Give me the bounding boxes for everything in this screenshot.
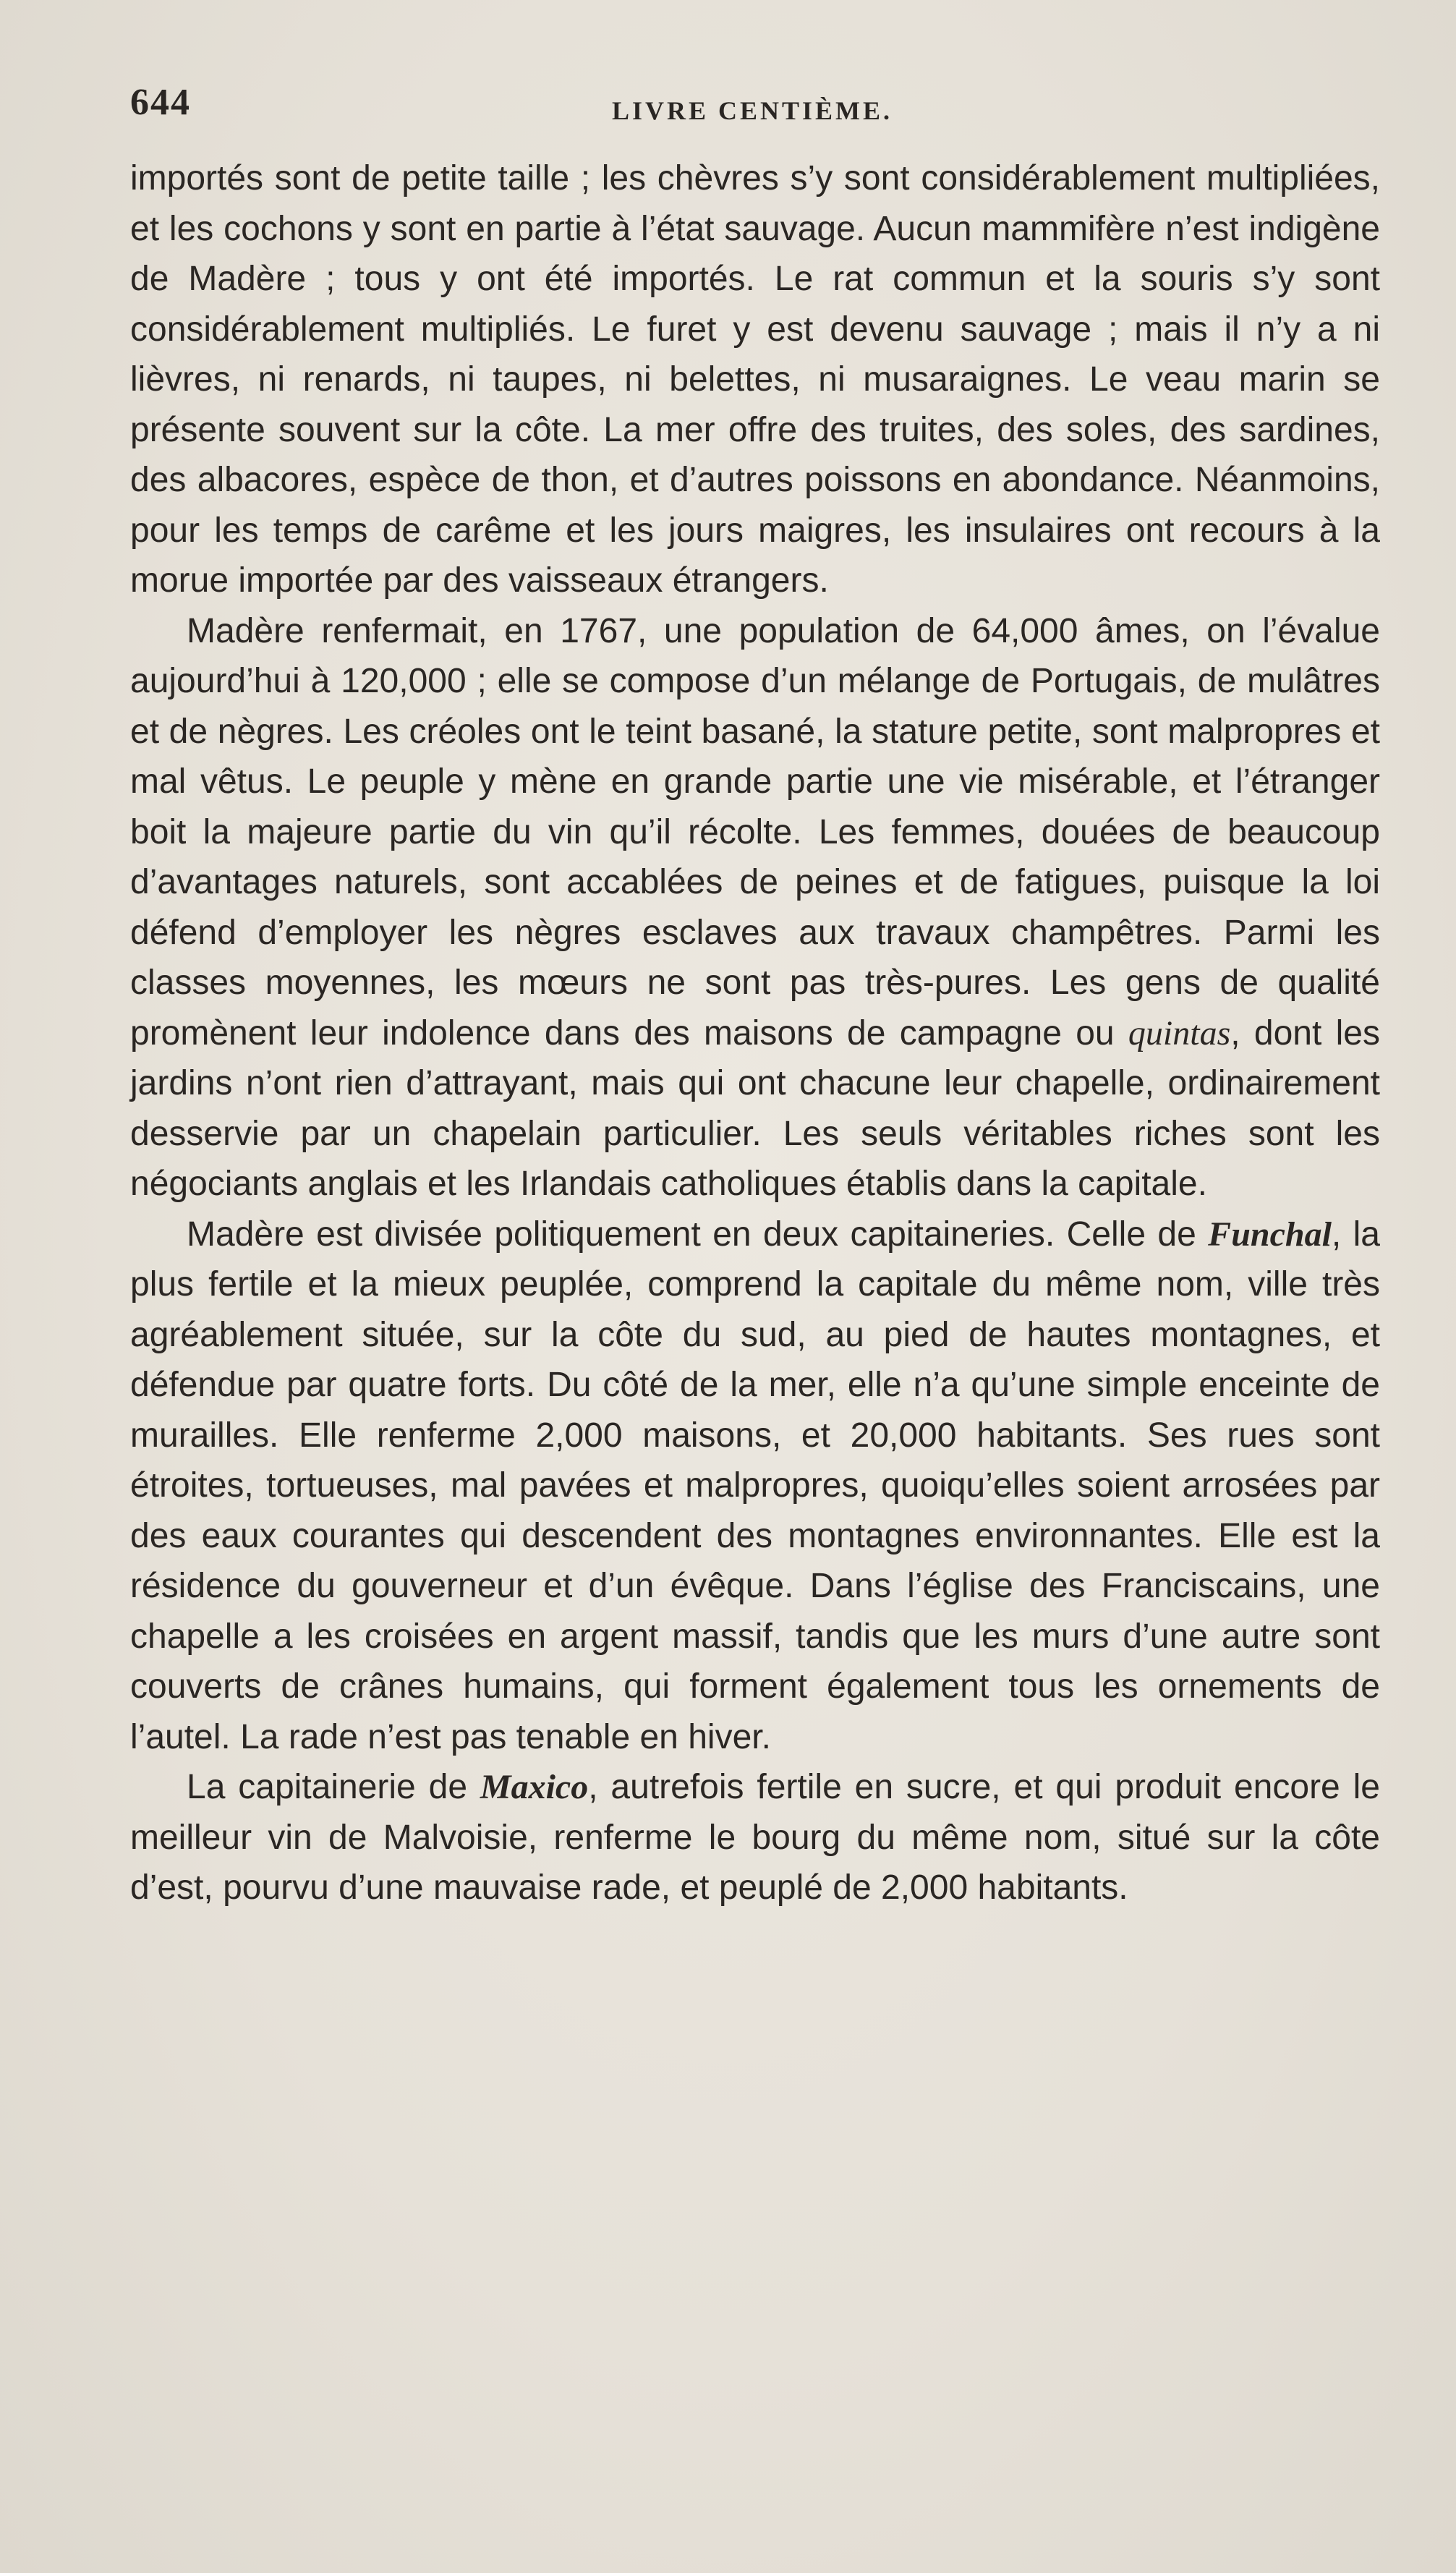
running-head: LIVRE CENTIÈME. [611,96,893,125]
italic-term: quintas [1128,1013,1231,1052]
body-text [130,153,1380,1913]
paragraph-text: , la plus fertile et la mieux peuplée, comprend la capitale du même nom, ville très agréablement située, sur la côte du sud, au pied de hautes montagnes, et défendue par quatre forts. Du côté de la mer, elle n’a qu’une simple enceinte de murailles. Elle renferme 2,000 maisons, et 20,000 habitants. Ses rues sont étroites, tortueuses, mal pavées et malpropres, quoiqu’elles soient arrosées par des eaux courantes qui descendent des montagnes environnantes. Elle est la résidence du gouverneur et d’un évêque. Dans l’église des Franciscains, une chapelle a les croisées en argent massif, tandis que les murs d’une autre sont couverts de crânes humains, qui forment également tous les ornements de l’autel. La rade n’est pas tenable en hiver. [130,1215,1380,1756]
paragraph-text: , autrefois fertile en sucre, et qui produit encore le meilleur vin de Malvoisie, renferme le bourg du même nom, situé sur la côte d’est, pourvu d’une mauvaise rade, et peuplé de 2,000 habitants. [130,1768,1380,1907]
paragraph-population [130,606,1380,1209]
paragraph-funchal [130,1209,1380,1763]
paragraph-text: La capitainerie de [187,1768,480,1806]
page-number: 644 [130,82,191,123]
paragraph-text: Madère est divisée politiquement en deux capitaineries. Celle de [187,1215,1209,1254]
page-header [123,81,1382,139]
paragraph-text: importés sont de petite taille ; les chèvres s’y sont considérablement multipliées, et les cochons y sont en partie à l’état sauvage. Aucun mammifère n’est indigène de Madère ; tous y ont été importés. Le rat commun et la souris s’y sont considérablement multipliés. Le furet y est devenu sauvage ; mais il n’y a ni lièvres, ni renards, ni taupes, ni belettes, ni musaraignes. Le veau marin se présente souvent sur la côte. La mer offre des truites, des soles, des sardines, des albacores, espèce de thon, et d’autres poissons en abondance. Néanmoins, pour les temps de carême et les jours maigres, les insulaires ont recours à la morue importée par des vaisseaux étrangers. [130,159,1380,600]
paragraph-fauna [130,153,1380,606]
paragraph-text: Madère renfermait, en 1767, une population de 64,000 âmes, on l’évalue aujourd’hui à 120,000 ; elle se compose d’un mélange de Portugais, de mulâtres et de nègres. Les créoles ont le teint basané, la stature petite, sont malpropres et mal vêtus. Le peuple y mène en grande partie une vie misérable, et l’étranger boit la majeure partie du vin qu’il récolte. Les femmes, douées de beaucoup d’avantages naturels, sont accablées de peines et de fatigues, puisque la loi défend d’employer les nègres esclaves aux travaux champêtres. Parmi les classes moyennes, les mœurs ne sont pas très-pures. Les gens de qualité promènent leur indolence dans des maisons de campagne ou [130,611,1380,1052]
paragraph-maxico [130,1762,1380,1913]
italic-place-name: Maxico [480,1768,589,1806]
italic-place-name: Funchal [1208,1215,1332,1254]
paragraph-text: , dont les jardins n’ont rien d’attrayant, mais qui ont chacune leur chapelle, ordinairement desservie par un chapelain particulier. Les seuls véritables riches sont les négociants anglais et les Irlandais catholiques établis dans la capitale. [130,1013,1380,1203]
